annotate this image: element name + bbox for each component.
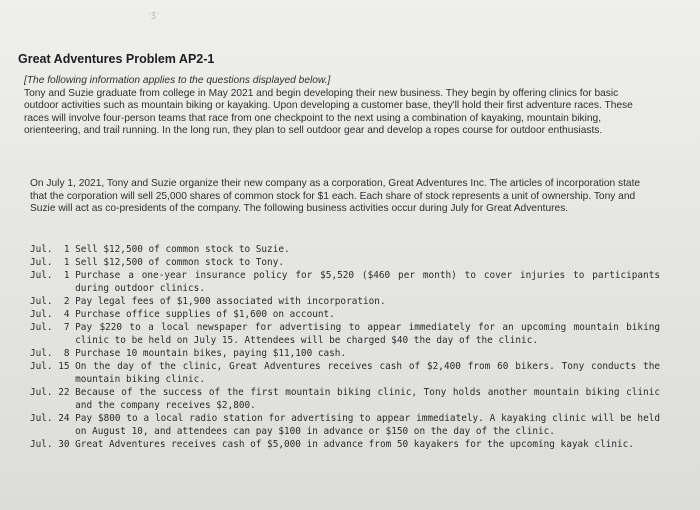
- intro-section: [24, 75, 654, 138]
- transaction-date: Jul. 1: [30, 257, 76, 268]
- transaction-date: Jul. 8: [30, 348, 76, 359]
- transaction-text: On the day of the clinic, Great Adventures receives cash of $2,400 from 60 bikers. Tony conducts the mountain biking clinic.: [75, 361, 660, 385]
- transaction-item: [30, 243, 660, 256]
- transaction-item: [30, 269, 660, 295]
- corner-mark: ·ʒ·: [148, 10, 159, 20]
- transaction-list: [30, 243, 660, 451]
- transaction-text: Because of the success of the first mountain biking clinic, Tony holds another mountain biking clinic and the company receives $2,800.: [75, 387, 660, 411]
- transaction-text: Pay $220 to a local newspaper for advertising to appear immediately for an upcoming mountain biking clinic to be held on July 15. Attendees will be charged $40 the day of the clinic.: [75, 322, 660, 346]
- intro-note: [The following information applies to the questions displayed below.]: [24, 75, 331, 86]
- intro-text: Tony and Suzie graduate from college in May 2021 and begin developing their new business. They begin by offering clinics for basic outdoor activities such as mountain biking or kayaking. Upon developing a customer base, they'll hold their first adventure races. These races will involve four-person teams that race from one checkpoint to the next using a combination of kayaking, mountain biking, orienteering, and trail running. In the long run, they plan to sell outdoor gear and develop a ropes course for outdoor enthusiasts.: [24, 87, 633, 137]
- organization-section: [30, 178, 650, 216]
- transaction-date: Jul. 30: [30, 439, 76, 450]
- transaction-item: [30, 321, 660, 347]
- transaction-item: [30, 347, 660, 360]
- transaction-date: Jul. 24: [30, 413, 76, 424]
- transaction-text: Pay $800 to a local radio station for advertising to appear immediately. A kayaking clinic will be held on August 10, and attendees can pay $100 in advance or $150 on the day of the clinic.: [75, 413, 660, 437]
- transaction-text: Sell $12,500 of common stock to Tony.: [75, 257, 284, 268]
- transaction-date: Jul. 2: [30, 296, 76, 307]
- transaction-date: Jul. 15: [30, 361, 76, 372]
- transaction-date: Jul. 7: [30, 322, 76, 333]
- transaction-item: [30, 360, 660, 386]
- transaction-text: Sell $12,500 of common stock to Suzie.: [75, 244, 290, 255]
- transaction-date: Jul. 22: [30, 387, 76, 398]
- transaction-text: Pay legal fees of $1,900 associated with incorporation.: [75, 296, 386, 307]
- transaction-item: [30, 386, 660, 412]
- transaction-date: Jul. 4: [30, 309, 76, 320]
- problem-title: Great Adventures Problem AP2-1: [18, 52, 215, 66]
- organization-paragraph: On July 1, 2021, Tony and Suzie organize their new company as a corporation, Great Adventures Inc. The articles of incorporation state that the corporation will sell 25,000 shares of common stock for $1 each. Each share of stock represents a unit of ownership. Tony and Suzie will act as co-presidents of the company. The following business activities occur during July for Great Adventures.: [30, 178, 641, 215]
- transaction-text: Purchase office supplies of $1,600 on account.: [75, 309, 335, 320]
- transaction-date: Jul. 1: [30, 270, 76, 281]
- transaction-text: Great Adventures receives cash of $5,000 in advance from 50 kayakers for the upcoming kayak clinic.: [75, 439, 634, 450]
- transaction-date: Jul. 1: [30, 244, 76, 255]
- transaction-item: [30, 308, 660, 321]
- transaction-item: [30, 295, 660, 308]
- transaction-item: [30, 256, 660, 269]
- transaction-text: Purchase 10 mountain bikes, paying $11,100 cash.: [75, 348, 347, 359]
- transaction-text: Purchase a one-year insurance policy for $5,520 ($460 per month) to cover injuries to participants during outdoor clinics.: [75, 270, 660, 294]
- intro-paragraph: [24, 75, 654, 138]
- transaction-item: [30, 412, 660, 438]
- transaction-item: [30, 438, 660, 451]
